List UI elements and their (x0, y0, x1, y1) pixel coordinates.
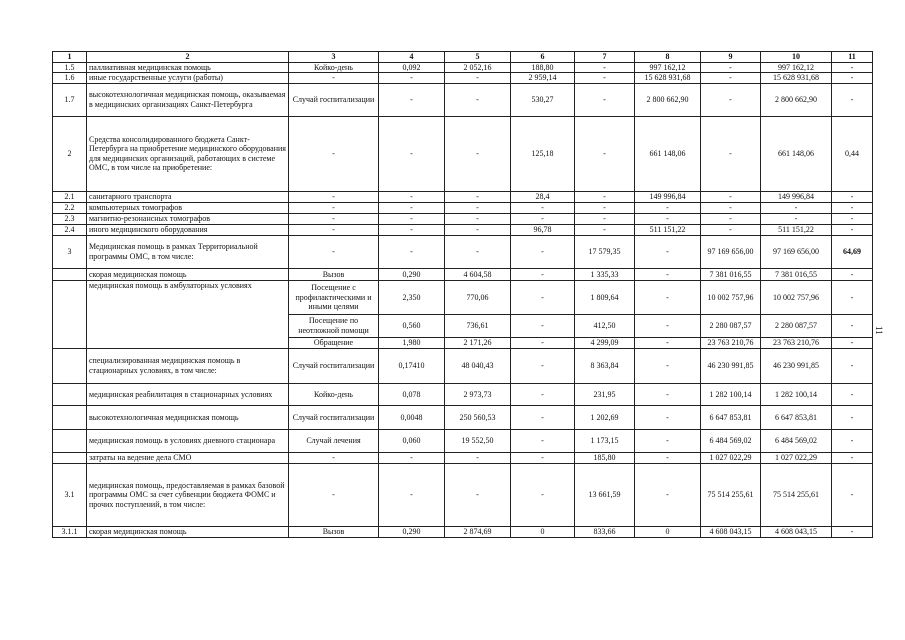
header-cell: 2 (87, 52, 289, 63)
cell-col-3: Вызов (289, 268, 379, 280)
cell-col-6: - (511, 405, 575, 429)
cell-col-8: 511 151,22 (635, 224, 701, 235)
cell-col-9: 6 647 853,81 (701, 405, 761, 429)
cell-col-4: 2,350 (379, 280, 445, 314)
cell-col-11: - (832, 526, 873, 537)
cell-col-6: 0 (511, 526, 575, 537)
cell-col-7: - (575, 116, 635, 191)
cell-col-1 (53, 280, 87, 348)
cell-col-7: - (575, 202, 635, 213)
cell-col-11: 0,44 (832, 116, 873, 191)
cell-col-11: - (832, 191, 873, 202)
cell-col-1: 2 (53, 116, 87, 191)
cell-col-1: 2.2 (53, 202, 87, 213)
cell-col-7: 185,80 (575, 452, 635, 463)
cell-col-6: - (511, 202, 575, 213)
cell-col-9: - (701, 73, 761, 83)
table-row (53, 213, 873, 224)
cell-col-6: - (511, 314, 575, 337)
cell-col-7: 1 173,15 (575, 429, 635, 452)
cell-col-3: Посещение с профилактическими и иными целями (289, 280, 379, 314)
cell-col-4: 0,0048 (379, 405, 445, 429)
page-number: 11 (874, 326, 884, 335)
cell-col-4: - (379, 73, 445, 83)
table-row (53, 452, 873, 463)
cell-col-7: 1 809,64 (575, 280, 635, 314)
table-row (53, 191, 873, 202)
cell-col-6: - (511, 213, 575, 224)
cell-col-2: медицинская помощь в амбулаторных условиях (87, 280, 289, 348)
cell-col-3: Случай госпитализации (289, 405, 379, 429)
cell-col-2: иного медицинского оборудования (87, 224, 289, 235)
cell-col-3: Койко-день (289, 63, 379, 73)
cell-col-3: - (289, 116, 379, 191)
cell-col-7: - (575, 73, 635, 83)
cell-col-5: 770,06 (445, 280, 511, 314)
cell-col-8: - (635, 280, 701, 314)
cell-col-5: - (445, 73, 511, 83)
cell-col-9: 6 484 569,02 (701, 429, 761, 452)
cell-col-4: 0,17410 (379, 348, 445, 383)
cell-col-10: 97 169 656,00 (761, 235, 832, 268)
cell-col-9: - (701, 191, 761, 202)
cell-col-2: медицинская помощь в условиях дневного стационара (87, 429, 289, 452)
cell-col-3: Обращение (289, 337, 379, 348)
cell-col-3: - (289, 452, 379, 463)
cell-col-2: иные государственные услуги (работы) (87, 73, 289, 83)
cell-col-4: - (379, 235, 445, 268)
cell-col-8: 0 (635, 526, 701, 537)
cell-col-8: - (635, 463, 701, 526)
cell-col-1 (53, 452, 87, 463)
cell-col-1: 3 (53, 235, 87, 268)
cell-col-9: 46 230 991,85 (701, 348, 761, 383)
cell-col-3: - (289, 73, 379, 83)
cell-col-7: 231,95 (575, 383, 635, 405)
cell-col-10: 75 514 255,61 (761, 463, 832, 526)
cell-col-5: - (445, 224, 511, 235)
cell-col-7: 1 202,69 (575, 405, 635, 429)
cell-col-1: 2.1 (53, 191, 87, 202)
cell-col-10: 997 162,12 (761, 63, 832, 73)
cell-col-2: затраты на ведение дела СМО (87, 452, 289, 463)
cell-col-11: - (832, 224, 873, 235)
cell-col-2: Медицинская помощь в рамках Территориальной программы ОМС, в том числе: (87, 235, 289, 268)
cell-col-8: - (635, 337, 701, 348)
cell-col-11: - (832, 429, 873, 452)
cell-col-9: 1 282 100,14 (701, 383, 761, 405)
budget-table (52, 51, 873, 538)
table-row (53, 383, 873, 405)
cell-col-7: 4 299,09 (575, 337, 635, 348)
cell-col-2: магнитно-резонансных томографов (87, 213, 289, 224)
cell-col-6: 530,27 (511, 83, 575, 116)
cell-col-5: 48 040,43 (445, 348, 511, 383)
cell-col-4: - (379, 191, 445, 202)
cell-col-2: высокотехнологичная медицинская помощь (87, 405, 289, 429)
cell-col-1 (53, 348, 87, 383)
cell-col-6: - (511, 463, 575, 526)
cell-col-10: 10 002 757,96 (761, 280, 832, 314)
cell-col-11: - (832, 268, 873, 280)
cell-col-8: - (635, 213, 701, 224)
header-cell: 1 (53, 52, 87, 63)
cell-col-2: компьютерных томографов (87, 202, 289, 213)
cell-col-4: - (379, 202, 445, 213)
cell-col-6: - (511, 383, 575, 405)
cell-col-6: - (511, 337, 575, 348)
cell-col-10: - (761, 213, 832, 224)
cell-col-10: 511 151,22 (761, 224, 832, 235)
cell-col-11: - (832, 337, 873, 348)
cell-col-10: 149 996,84 (761, 191, 832, 202)
cell-col-5: - (445, 202, 511, 213)
cell-col-5: 19 552,50 (445, 429, 511, 452)
cell-col-1: 2.3 (53, 213, 87, 224)
cell-col-10: 46 230 991,85 (761, 348, 832, 383)
cell-col-10: 23 763 210,76 (761, 337, 832, 348)
header-cell: 3 (289, 52, 379, 63)
cell-col-9: 97 169 656,00 (701, 235, 761, 268)
cell-col-3: - (289, 463, 379, 526)
cell-col-9: 4 608 043,15 (701, 526, 761, 537)
cell-col-8: 997 162,12 (635, 63, 701, 73)
cell-col-7: 833,66 (575, 526, 635, 537)
cell-col-11: - (832, 202, 873, 213)
cell-col-7: 1 335,33 (575, 268, 635, 280)
cell-col-3: - (289, 224, 379, 235)
cell-col-11: 64,69 (832, 235, 873, 268)
cell-col-9: 23 763 210,76 (701, 337, 761, 348)
cell-col-9: - (701, 213, 761, 224)
cell-col-4: 0,290 (379, 526, 445, 537)
cell-col-3: - (289, 191, 379, 202)
cell-col-11: - (832, 213, 873, 224)
cell-col-3: - (289, 213, 379, 224)
cell-col-4: 0,060 (379, 429, 445, 452)
cell-col-4: - (379, 224, 445, 235)
cell-col-10: 6 647 853,81 (761, 405, 832, 429)
cell-col-5: - (445, 452, 511, 463)
cell-col-8: - (635, 235, 701, 268)
cell-col-6: - (511, 429, 575, 452)
cell-col-10: 1 027 022,29 (761, 452, 832, 463)
cell-col-4: - (379, 83, 445, 116)
header-cell: 5 (445, 52, 511, 63)
cell-col-6: 2 959,14 (511, 73, 575, 83)
cell-col-7: 8 363,84 (575, 348, 635, 383)
cell-col-8: - (635, 405, 701, 429)
cell-col-2: скорая медицинская помощь (87, 268, 289, 280)
cell-col-3: Койко-день (289, 383, 379, 405)
cell-col-5: - (445, 235, 511, 268)
cell-col-11: - (832, 280, 873, 314)
cell-col-8: 2 800 662,90 (635, 83, 701, 116)
cell-col-11: - (832, 463, 873, 526)
cell-col-7: - (575, 83, 635, 116)
cell-col-4: - (379, 463, 445, 526)
cell-col-9: 75 514 255,61 (701, 463, 761, 526)
cell-col-5: - (445, 191, 511, 202)
cell-col-4: 0,290 (379, 268, 445, 280)
cell-col-9: - (701, 202, 761, 213)
cell-col-9: - (701, 224, 761, 235)
cell-col-8: 149 996,84 (635, 191, 701, 202)
cell-col-1: 2.4 (53, 224, 87, 235)
cell-col-2: специализированная медицинская помощь в стационарных условиях, в том числе: (87, 348, 289, 383)
cell-col-10: 15 628 931,68 (761, 73, 832, 83)
cell-col-10: 2 800 662,90 (761, 83, 832, 116)
cell-col-4: - (379, 116, 445, 191)
cell-col-7: - (575, 224, 635, 235)
cell-col-5: 2 874,69 (445, 526, 511, 537)
table-row (53, 280, 873, 314)
cell-col-1 (53, 405, 87, 429)
cell-col-5: - (445, 116, 511, 191)
cell-col-10: 4 608 043,15 (761, 526, 832, 537)
cell-col-6: - (511, 280, 575, 314)
cell-col-3: - (289, 235, 379, 268)
cell-col-9: 2 280 087,57 (701, 314, 761, 337)
cell-col-3: Случай лечения (289, 429, 379, 452)
cell-col-5: - (445, 83, 511, 116)
header-cell: 4 (379, 52, 445, 63)
cell-col-1: 1.7 (53, 83, 87, 116)
cell-col-8: 661 148,06 (635, 116, 701, 191)
cell-col-9: - (701, 116, 761, 191)
cell-col-8: - (635, 314, 701, 337)
cell-col-4: 0,560 (379, 314, 445, 337)
header-row (53, 52, 873, 63)
cell-col-3: Посещение по неотложной помощи (289, 314, 379, 337)
cell-col-2: санитарного транспорта (87, 191, 289, 202)
cell-col-1 (53, 268, 87, 280)
cell-col-3: Случай госпитализации (289, 83, 379, 116)
table-row (53, 235, 873, 268)
cell-col-1: 3.1.1 (53, 526, 87, 537)
cell-col-9: - (701, 83, 761, 116)
cell-col-7: 17 579,35 (575, 235, 635, 268)
cell-col-8: - (635, 429, 701, 452)
table-row (53, 463, 873, 526)
cell-col-6: - (511, 348, 575, 383)
cell-col-7: - (575, 191, 635, 202)
cell-col-10: 2 280 087,57 (761, 314, 832, 337)
cell-col-11: - (832, 73, 873, 83)
cell-col-6: - (511, 235, 575, 268)
cell-col-6: - (511, 452, 575, 463)
table-row (53, 73, 873, 83)
header-cell: 9 (701, 52, 761, 63)
table-body (53, 63, 873, 538)
cell-col-2: медицинская реабилитация в стационарных условиях (87, 383, 289, 405)
cell-col-2: паллиативная медицинская помощь (87, 63, 289, 73)
cell-col-6: 28,4 (511, 191, 575, 202)
cell-col-7: 412,50 (575, 314, 635, 337)
table-row (53, 268, 873, 280)
cell-col-3: - (289, 202, 379, 213)
header-cell: 6 (511, 52, 575, 63)
cell-col-11: - (832, 348, 873, 383)
cell-col-1: 3.1 (53, 463, 87, 526)
cell-col-3: Случай госпитализации (289, 348, 379, 383)
header-cell: 7 (575, 52, 635, 63)
cell-col-5: 2 052,16 (445, 63, 511, 73)
cell-col-8: - (635, 348, 701, 383)
table-row (53, 83, 873, 116)
cell-col-5: 2 973,73 (445, 383, 511, 405)
cell-col-4: 1,980 (379, 337, 445, 348)
cell-col-9: - (701, 63, 761, 73)
cell-col-1 (53, 383, 87, 405)
cell-col-7: 13 661,59 (575, 463, 635, 526)
cell-col-8: - (635, 383, 701, 405)
cell-col-11: - (832, 383, 873, 405)
cell-col-11: - (832, 83, 873, 116)
table-row (53, 116, 873, 191)
cell-col-11: - (832, 314, 873, 337)
cell-col-4: 0,092 (379, 63, 445, 73)
cell-col-7: - (575, 213, 635, 224)
table-row (53, 202, 873, 213)
cell-col-9: 1 027 022,29 (701, 452, 761, 463)
cell-col-6: 188,80 (511, 63, 575, 73)
cell-col-10: 6 484 569,02 (761, 429, 832, 452)
cell-col-4: - (379, 452, 445, 463)
cell-col-4: - (379, 213, 445, 224)
cell-col-5: 736,61 (445, 314, 511, 337)
cell-col-1: 1.6 (53, 73, 87, 83)
header-cell: 8 (635, 52, 701, 63)
table-row (53, 429, 873, 452)
header-cell: 11 (832, 52, 873, 63)
cell-col-10: 1 282 100,14 (761, 383, 832, 405)
cell-col-9: 7 381 016,55 (701, 268, 761, 280)
cell-col-2: скорая медицинская помощь (87, 526, 289, 537)
header-cell: 10 (761, 52, 832, 63)
cell-col-9: 10 002 757,96 (701, 280, 761, 314)
cell-col-2: Средства консолидированного бюджета Санкт-Петербурга на приобретение медицинского оборудования для медицинских организаций, работающих в системе ОМС, в том числе на приобретение: (87, 116, 289, 191)
cell-col-5: - (445, 213, 511, 224)
cell-col-5: 250 560,53 (445, 405, 511, 429)
cell-col-8: - (635, 452, 701, 463)
table-row (53, 224, 873, 235)
cell-col-8: - (635, 202, 701, 213)
cell-col-10: 7 381 016,55 (761, 268, 832, 280)
cell-col-2: высокотехнологичная медицинская помощь, оказываемая в медицинских организациях Санкт-Петербурга (87, 83, 289, 116)
cell-col-11: - (832, 452, 873, 463)
table-row (53, 526, 873, 537)
cell-col-11: - (832, 405, 873, 429)
cell-col-3: Вызов (289, 526, 379, 537)
cell-col-6: 96,78 (511, 224, 575, 235)
cell-col-6: 125,18 (511, 116, 575, 191)
cell-col-2: медицинская помощь, предоставляемая в рамках базовой программы ОМС за счет субвенции бюджета ФОМС и прочих поступлений, в том числе: (87, 463, 289, 526)
cell-col-5: - (445, 463, 511, 526)
cell-col-1: 1.5 (53, 63, 87, 73)
cell-col-10: 661 148,06 (761, 116, 832, 191)
table-row (53, 348, 873, 383)
cell-col-6: - (511, 268, 575, 280)
cell-col-4: 0,078 (379, 383, 445, 405)
cell-col-10: - (761, 202, 832, 213)
cell-col-1 (53, 429, 87, 452)
cell-col-11: - (832, 63, 873, 73)
cell-col-5: 4 604,58 (445, 268, 511, 280)
cell-col-8: 15 628 931,68 (635, 73, 701, 83)
table-row (53, 405, 873, 429)
table-row (53, 63, 873, 73)
cell-col-5: 2 171,26 (445, 337, 511, 348)
cell-col-7: - (575, 63, 635, 73)
cell-col-8: - (635, 268, 701, 280)
